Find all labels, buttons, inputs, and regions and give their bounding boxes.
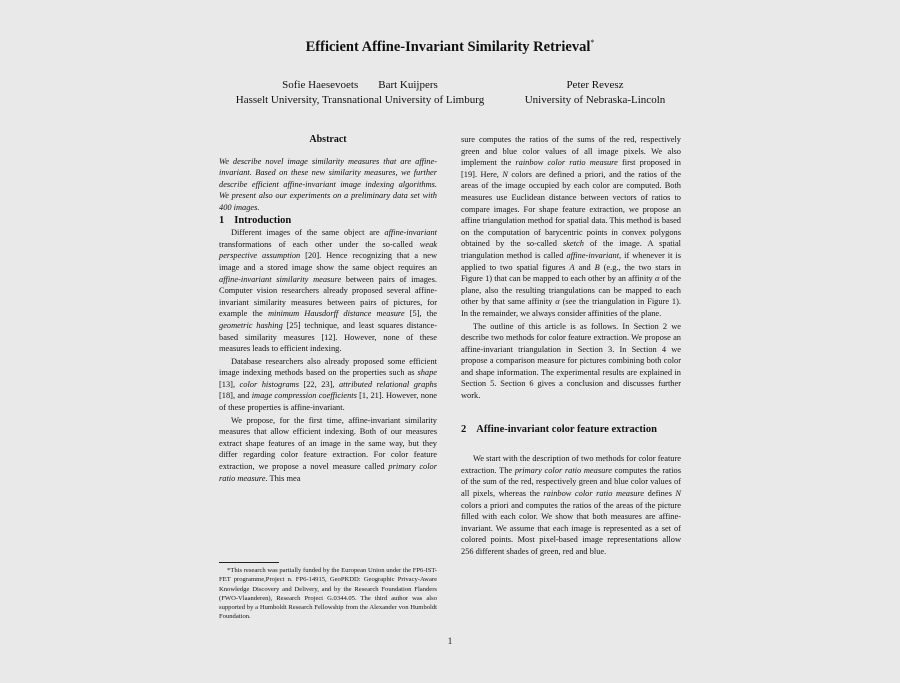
- emphasis-text: affine-invariant: [384, 228, 437, 238]
- section-number: 1: [219, 214, 225, 226]
- emphasis-text: N: [502, 169, 508, 179]
- paragraph: We start with the description of two methods for color feature extraction. The primary color ratio measure computes the ratios of the sum of the red, respectively green and blue color values of all pixels, whereas the rainbow color ratio measure defines N colors a priori and computes the ratios of the areas of the picture filled with each color. We show that both measures are affine-invariant. We assume that each image is represented as a set of colored points. Most pixel-based image representations allow 256 different shades of green, red and blue.: [461, 454, 682, 556]
- emphasis-text: A: [569, 262, 575, 272]
- section-title: Affine-invariant color feature extraction: [476, 423, 657, 435]
- emphasis-text: shape: [417, 368, 437, 378]
- abstract-text: We describe novel image similarity measures that are affine-invariant. Based on these new similarity measures, we further describe efficient affine-invariant image indexing algorithms. We present also our experiments on a preliminary data set with 400 images.: [219, 156, 437, 212]
- title-text: Efficient Affine-Invariant Similarity Retrieval: [305, 38, 591, 55]
- emphasis-text: image compression coefficients: [251, 391, 357, 401]
- emphasis-text: rainbow color ratio measure: [515, 158, 618, 168]
- abstract-heading: Abstract: [309, 134, 347, 145]
- section-heading: [219, 215, 437, 227]
- emphasis-text: primary color ratio measure: [219, 462, 437, 483]
- paragraph: We propose, for the first time, affine-invariant similarity measures that allow efficient indexing. Both of our measures extract shape features of an image in the same way, but they differ regarding color feature extraction. For color feature extraction, we propose a novel measure called primary color ratio measure. This mea: [219, 415, 437, 483]
- author-name: Peter Revesz: [566, 79, 624, 91]
- emphasis-text: sketch: [562, 239, 584, 249]
- section-number: 2: [461, 423, 467, 435]
- emphasis-text: B: [594, 262, 600, 272]
- left-column: [219, 134, 437, 484]
- author-name: Sofie Haesevoets: [282, 79, 359, 91]
- paragraph: Database researchers also already proposed some efficient image indexing methods based on the properties such as shape [13], color histograms [22, 23], attributed relational graphs [18], and image compression coefficients [1, 21]. However, none of these properties is affine-invariant.: [219, 356, 437, 413]
- page-number: 1: [447, 636, 453, 646]
- emphasis-text: minimum Hausdorff distance measure: [267, 309, 405, 319]
- footnote-text: *This research was partially funded by the European Union under the FP6-IST-FET programme,Project n. FP6-14915, GeoPKDD: Geographic Privacy-Aware Knowledge Discovery and Delivery, and by the Research Foundation Flanders (FWO-Vlaanderen), Research Project G.0344.05. The third author was also supported by a Humboldt Research Fellowship from the Alexander von Humboldt Foundation.: [219, 567, 437, 621]
- title-footnote-mark: *: [590, 38, 595, 47]
- paragraph: The outline of this article is as follows. In Section 2 we describe two methods for color feature extraction. We propose an affine-invariant triangulation in Section 3. In Section 4 we propose a comparison measure for pictures combining both color and shape information. The experimental results are explained in Section 5. Section 6 gives a conclusion and discusses further work.: [461, 321, 681, 401]
- emphasis-text: α: [555, 297, 560, 307]
- emphasis-text: α: [654, 274, 660, 284]
- section-title: Introduction: [234, 214, 292, 226]
- author-name: Bart Kuijpers: [378, 79, 438, 91]
- emphasis-text: color histograms: [239, 379, 299, 389]
- emphasis-text: N: [675, 489, 682, 499]
- emphasis-text: affine-invariant: [566, 250, 620, 260]
- emphasis-text: rainbow color ratio measure: [543, 489, 645, 499]
- emphasis-text: attributed relational graphs: [338, 379, 437, 389]
- emphasis-text: weak perspective assumption: [219, 239, 437, 261]
- author-names: [210, 78, 510, 93]
- emphasis-text: primary color ratio measure: [514, 465, 612, 475]
- emphasis-text: affine-invariant similarity measure: [219, 274, 342, 284]
- author-affiliation: Hasselt University, Transnational University of Limburg: [235, 94, 485, 106]
- paragraph: Different images of the same object are affine-invariant transformations of each other under the so-called weak perspective assumption [20]. Hence recognizing that a new image and a stored image show the same object requires an affine-invariant similarity measure between pairs of images. Computer vision researchers already proposed several affine-invariant similarity measures between pairs of pictures, for example the minimum Hausdorff distance measure [5], the geometric hashing [25] technique, and least squares distance-based similarity measures [12]. However, none of these measures leads to efficient indexing.: [219, 228, 438, 354]
- footnote: [219, 566, 437, 622]
- authors-block-left: [210, 78, 510, 108]
- section-heading: [461, 424, 681, 436]
- emphasis-text: geometric hashing: [219, 320, 283, 330]
- right-column: [461, 134, 681, 558]
- footnote-rule: [219, 562, 279, 563]
- paper-title: [0, 38, 900, 56]
- author-affiliation: University of Nebraska-Lincoln: [524, 94, 666, 106]
- paragraph: sure computes the ratios of the sums of the red, respectively green and blue color values of all image pixels. We also implement the rainbow color ratio measure first proposed in [19]. Here, N colors are defined a priori, and the ratios of the areas of the image occupied by each color are computed. Both measures use Euclidean distance between vectors of ratios to compare images. For shape feature extraction, we propose an affine triangulation method for spatial data. This method is based on the computation of barycentric points in convex polygons obtained by the so-called sketch of the image. A spatial triangulation method is called affine-invariant, if whenever it is applied to two spatial figures A and B (e.g., the two stars in Figure 1) that can be mapped to each other by an affinity α of the plane, also the resulting triangulations can be mapped to each other by that same affinity α (see the triangulation in Figure 1). In the remainder, we always consider affinities of the plane.: [461, 135, 681, 318]
- authors-block-right: [510, 78, 680, 108]
